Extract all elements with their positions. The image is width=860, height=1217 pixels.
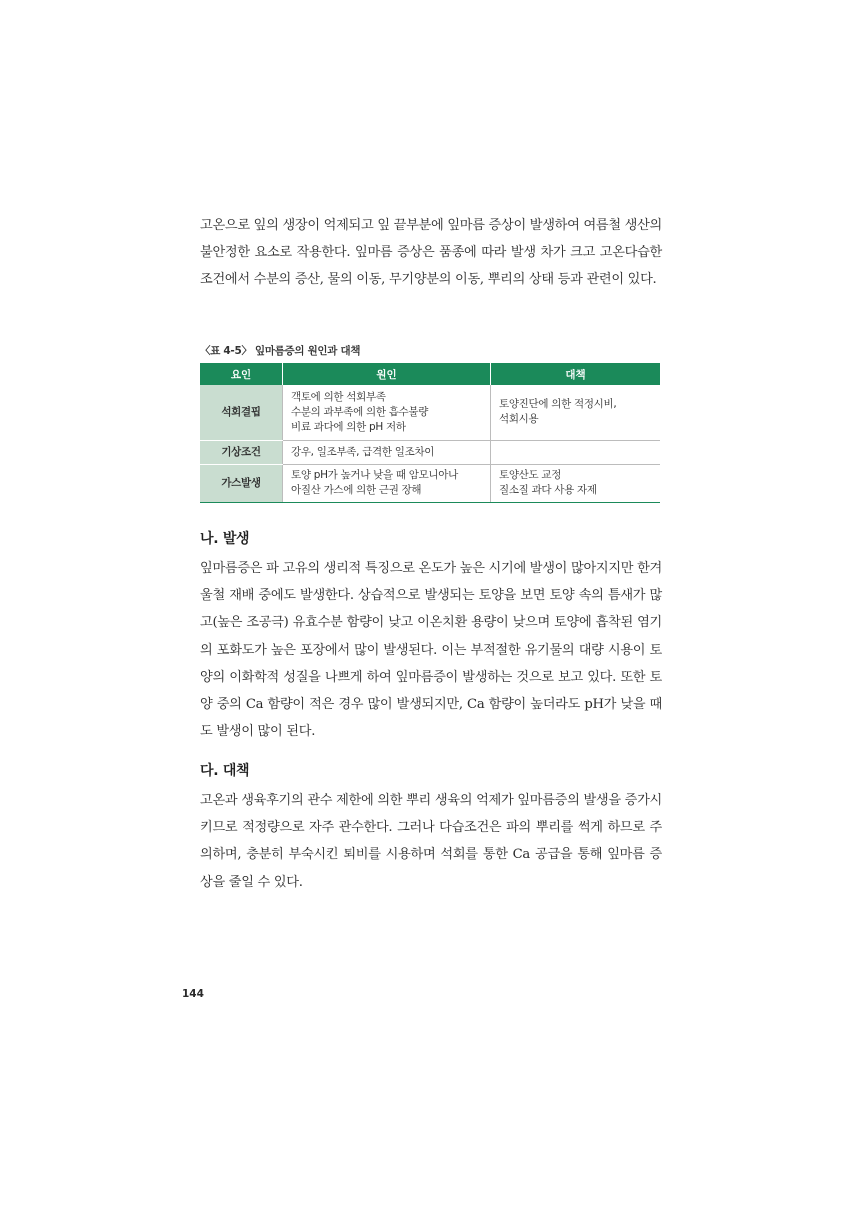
measure-cell (491, 464, 661, 502)
page-number: 144 (182, 988, 204, 1000)
cause-line: 수분의 과부족에 의한 흡수불량 (291, 405, 429, 418)
cause-line: 비료 과다에 의한 pH 저하 (291, 420, 406, 433)
measure-cell (491, 440, 661, 464)
measure-line: 석회시용 (499, 413, 539, 426)
cause-cell (283, 440, 491, 464)
section-heading-measures: 다. 대책 (200, 763, 250, 779)
table-header-row (200, 363, 660, 385)
factor-cell: 기상조건 (200, 440, 283, 464)
cause-cell (283, 464, 491, 502)
cause-line: 강우, 일조부족, 급격한 일조차이 (291, 445, 435, 458)
measures-paragraph: 고온과 생육후기의 관수 제한에 의한 뿌리 생육의 억제가 잎마름증의 발생을 증가시키므로 적정량으로 자주 관수한다. 그러나 다습조건은 파의 뿌리를 썩게 하므로 주의하며, 충분히 부숙시킨 퇴비를 시용하며 석회를 통한 Ca 공급을 통해 잎마름 증상을 줄일 수 있다. (200, 793, 662, 890)
table-row (200, 440, 660, 464)
header-measure: 대책 (491, 363, 661, 385)
measure-line: 토양진단에 의한 적정시비, (499, 398, 617, 411)
cause-line: 객토에 의한 석회부족 (291, 390, 386, 403)
factor-cell: 가스발생 (200, 464, 283, 502)
table-row (200, 385, 660, 440)
cause-line: 아질산 가스에 의한 근권 장해 (291, 484, 422, 496)
header-factor: 요인 (200, 363, 283, 385)
header-cause: 원인 (283, 363, 491, 385)
cause-line: 토양 pH가 높거나 낮을 때 암모니아나 (291, 469, 458, 481)
measure-line: 질소질 과다 사용 자제 (499, 484, 597, 496)
intro-paragraph: 고온으로 잎의 생장이 억제되고 잎 끝부분에 잎마름 증상이 발생하여 여름철 생산의 불안정한 요소로 작용한다. 잎마름 증상은 품종에 따라 발생 차가 크고 고온다습한 조건에서 수분의 증산, 물의 이동, 무기양분의 이동, 뿌리의 상태 등과 관련이 있다. (200, 218, 662, 288)
occurrence-paragraph: 잎마름증은 파 고유의 생리적 특징으로 온도가 높은 시기에 발생이 많아지지만 한겨울철 재배 중에도 발생한다. 상습적으로 발생되는 토양을 보면 토양 속의 틈새가 많고(높은 조공극) 유효수분 함량이 낮고 이온치환 용량이 낮으며 토양에 흡착된 염기의 포화도가 높은 포장에서 많이 발생된다. 이는 부적절한 유기물의 대량 시용이 토양의 이화학적 성질을 나쁘게 하여 잎마름증이 발생하는 것으로 보고 있다. 또한 토양 중의 Ca 함량이 적은 경우 많이 발생되지만, Ca 함량이 높더라도 pH가 낮을 때도 발생이 많이 된다. (200, 561, 662, 740)
table-caption: 〈표 4-5〉 잎마름증의 원인과 대책 (200, 345, 361, 357)
measure-line: 토양산도 교정 (499, 469, 562, 481)
table-row (200, 464, 660, 502)
causes-measures-table (200, 363, 660, 503)
cause-cell (283, 385, 491, 440)
measure-cell (491, 385, 661, 440)
factor-cell: 석회결핍 (200, 385, 283, 440)
section-heading-occurrence: 나. 발생 (200, 531, 250, 547)
